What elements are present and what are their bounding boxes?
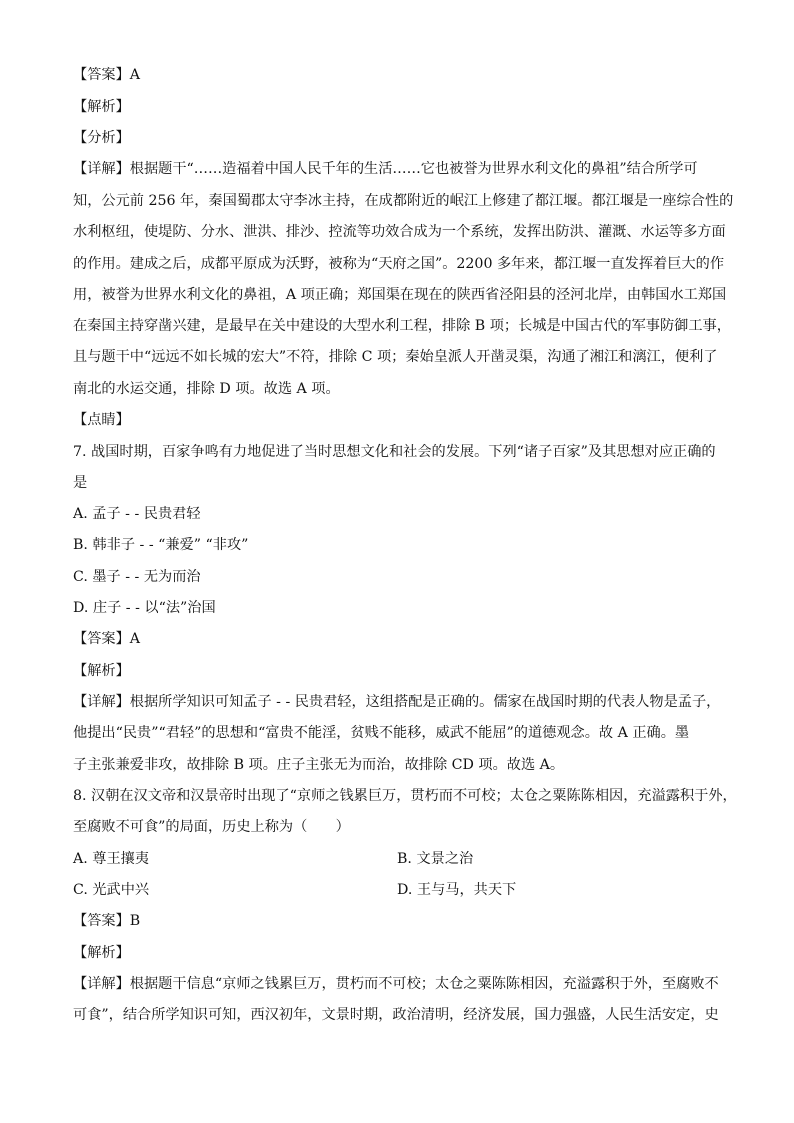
analysis-label: 【解析】 bbox=[73, 663, 130, 679]
text-line: 【详解】根据所学知识可知孟子 - - 民贵君轻，这组搭配是正确的。儒家在战国时期的代表人物是孟子， bbox=[73, 694, 721, 710]
text-line: 水利枢纽，使堤防、分水、泄洪、排沙、控流等功效合成为一个系统，发挥出防洪、灌溉、水运等多方面 bbox=[73, 224, 726, 240]
option-c: C. 光武中兴 bbox=[73, 882, 150, 898]
text-line: 他提出“民贵”“君轻”的思想和“富贵不能淫，贫贱不能移，威武不能屈”的道德观念。故 A 正确。墨 bbox=[73, 725, 690, 741]
text-line: 在秦国主持穿凿兴建，是最早在关中建设的大型水利工程，排除 B 项；长城是中国古代的军事防御工事， bbox=[73, 318, 731, 334]
dianjing-label: 【点睛】 bbox=[73, 412, 130, 428]
fenxi-label: 【分析】 bbox=[73, 130, 130, 146]
option-d: D. 庄子 - - 以“法”治国 bbox=[73, 600, 216, 616]
text-line: 可食”，结合所学知识可知，西汉初年，文景时期，政治清明，经济发展，国力强盛，人民生活安定，史 bbox=[73, 1007, 719, 1023]
answer-label: 【答案】A bbox=[73, 631, 140, 647]
text-line: 【详解】根据题干“……造福着中国人民千年的生活……它也被誉为世界水利文化的鼻祖”结合所学可 bbox=[73, 161, 698, 177]
option-b: B. 文景之治 bbox=[397, 851, 474, 867]
analysis-label: 【解析】 bbox=[73, 945, 130, 961]
text-line: 南北的水运交通，排除 D 项。故选 A 项。 bbox=[73, 381, 340, 397]
question-8-cont: 至腐败不可食”的局面，历史上称为（ ） bbox=[73, 819, 350, 835]
text-line: 子主张兼爱非攻，故排除 B 项。庄子主张无为而治，故排除 CD 项。故选 A。 bbox=[73, 757, 565, 773]
analysis-label: 【解析】 bbox=[73, 99, 130, 115]
option-a: A. 尊王攘夷 bbox=[73, 851, 150, 867]
answer-label: 【答案】A bbox=[73, 67, 140, 83]
text-line: 且与题干中“远远不如长城的宏大”不符，排除 C 项；秦始皇派人开凿灵渠，沟通了湘江和漓江，便利了 bbox=[73, 349, 718, 365]
option-d: D. 王与马，共天下 bbox=[397, 882, 517, 898]
question-7-cont: 是 bbox=[73, 475, 88, 491]
text-line: 知，公元前 256 年，秦国蜀郡太守李冰主持，在成都附近的岷江上修建了都江堰。都江堰是一座综合性的 bbox=[73, 193, 734, 209]
text-line: 用，被誉为世界水利文化的鼻祖，A 项正确；郑国渠在现在的陕西省泾阳县的泾河北岸，由韩国水工郑国 bbox=[73, 287, 727, 303]
question-8: 8. 汉朝在汉文帝和汉景帝时出现了“京师之钱累巨万，贯朽而不可校；太仓之粟陈陈相因，充溢露积于外， bbox=[73, 788, 737, 804]
option-a: A. 孟子 - - 民贵君轻 bbox=[73, 506, 201, 522]
answer-label: 【答案】B bbox=[73, 913, 141, 929]
option-b: B. 韩非子 - - “兼爱” “非攻” bbox=[73, 537, 249, 553]
option-c: C. 墨子 - - 无为而治 bbox=[73, 569, 201, 585]
question-7: 7. 战国时期，百家争鸣有力地促进了当时思想文化和社会的发展。下列“诸子百家”及其思想对应正确的 bbox=[73, 444, 716, 460]
text-line: 【详解】根据题干信息“京师之钱累巨万，贯朽而不可校；太仓之粟陈陈相因，充溢露积于外，至腐败不 bbox=[73, 976, 719, 992]
text-line: 的作用。建成之后，成都平原成为沃野，被称为“天府之国”。2200 多年来，都江堰一直发挥着巨大的作 bbox=[73, 256, 725, 272]
